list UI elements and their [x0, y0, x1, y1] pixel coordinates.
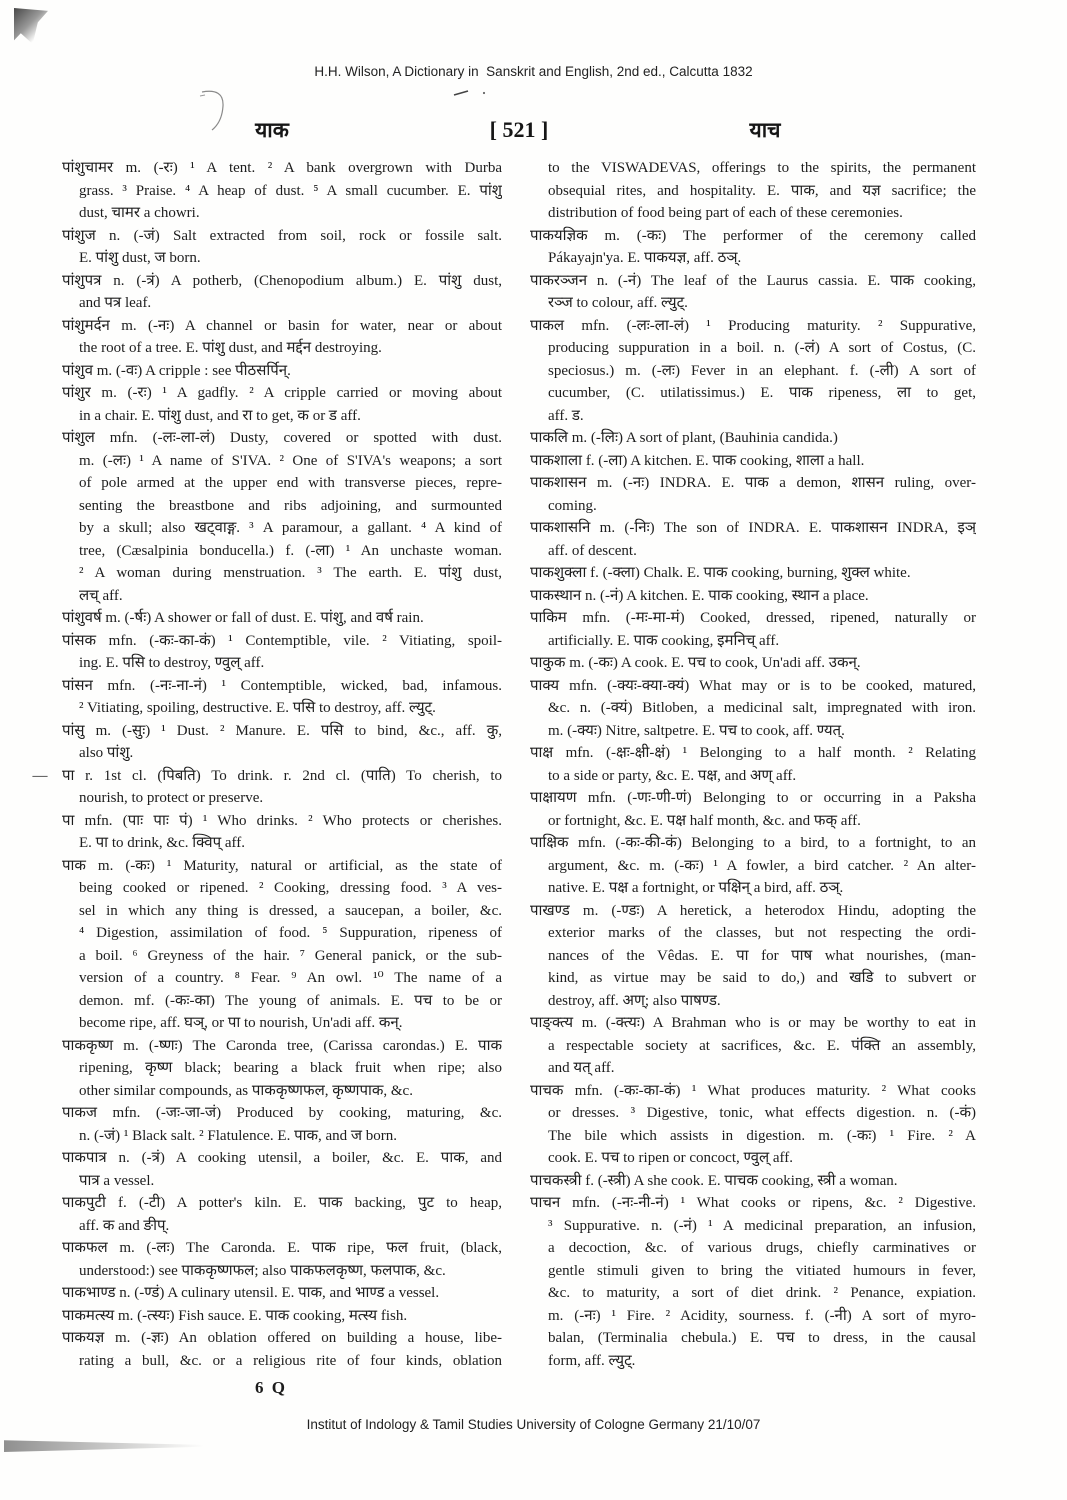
entry-headword-line: पांशुज n. (-जं) Salt extracted from soil, rock or fossile salt.	[62, 227, 502, 244]
entry-headword-line: पाकयज्ञिक m. (-कः) The performer of the ceremony called	[530, 227, 976, 244]
entry-headword-line: पा r. 1st cl. (पिबति) To drink. r. 2nd cl. (पाति) To cherish, to	[62, 767, 502, 784]
dictionary-entry	[62, 1192, 502, 1237]
entry-headword-line: पांसन mfn. (-नः-ना-नं) ¹ Contemptible, wicked, bad, infamous.	[62, 677, 502, 694]
entry-headword-line: पांशुवर्ष m. (-र्षः) A shower or fall of dust. E. पांशु, and वर्ष rain.	[62, 610, 424, 626]
entry-text-line: balan, (Terminalia chebula.) E. पच to dress, in the causal	[548, 1330, 976, 1346]
entry-text-line: ripening, कृष्ण black; bearing a black fruit when ripe; also	[79, 1060, 502, 1076]
entry-text-line: &c. to maturity, a sort of diet drink. ² Penance, expiation.	[548, 1285, 976, 1301]
dictionary-entry	[32, 765, 502, 810]
entry-headword-line: पाकयज्ञ m. (-ज्ञः) An oblation offered on building a house, libe-	[62, 1330, 502, 1346]
dictionary-entry	[530, 1080, 976, 1170]
entry-headword-line: पांसु m. (-सुः) ¹ Dust. ² Manure. E. पसि to bind, &c., aff. कु,	[62, 722, 502, 739]
entry-headword-line: पाकभाण्ड n. (-ण्डं) A culinary utensil. E. पाक, and भाण्ड a vessel.	[62, 1285, 440, 1301]
entry-headword-line: पाचकस्त्री f. (-स्त्री) A she cook. E. पाचक cooking, स्त्री a woman.	[530, 1172, 898, 1189]
entry-text-line: m. (-नः) ¹ Fire. ² Acidity, sourness. f. (-नी) A sort of myro-	[548, 1307, 976, 1324]
entry-headword-line: पाकपात्र n. (-त्रं) A cooking utensil, a boiler, &c. E. पाक, and	[62, 1150, 502, 1166]
entry-text-line: kind, as virtue may be said to do,) and खडि to subvert or	[548, 970, 976, 986]
entry-headword-line: पाकल mfn. (-लः-ला-लं) ¹ Producing maturity. ² Suppurative,	[530, 317, 976, 334]
dictionary-entry	[530, 450, 976, 473]
entry-headword-line: पाक्य mfn. (-क्यः-क्या-क्यं) What may or is to be cooked, matured,	[530, 677, 976, 694]
dictionary-entry	[62, 270, 502, 315]
entry-text-line: पात्र a vessel.	[79, 1172, 155, 1189]
entry-text-line: ing. E. पसि to destroy, ण्वुल् aff.	[79, 655, 265, 671]
dictionary-entry	[62, 157, 502, 225]
entry-text-line: understood:) see पाककृष्णफल; also पाकफलकृष्ण, फलपाक, &c.	[79, 1262, 446, 1279]
entry-headword-line: पाक्षायण mfn. (-णः-णी-णं) Belonging to or occurring in a Paksha	[530, 790, 976, 806]
entry-text-line: nances of the Vêdas. E. पा for पाष what nourishes, (man-	[548, 947, 976, 964]
dictionary-entry	[62, 810, 502, 855]
dictionary-entry	[62, 630, 502, 675]
dictionary-entry	[530, 315, 976, 428]
entry-headword-line: पा mfn. (पाः पाः पं) ¹ Who drinks. ² Who protects or cherishes.	[62, 812, 502, 829]
dictionary-entry	[530, 900, 976, 1013]
entry-text-line: other similar compounds, as पाककृष्णफल, कृष्णपाक, &c.	[79, 1082, 413, 1099]
entry-text-line: a boil. ⁶ Greyness of the hair. ⁷ General panick, or the sub-	[79, 947, 502, 964]
entry-headword-line: पाकशासनि m. (-निः) The son of INDRA. E. पाकशासन INDRA, इञ्	[530, 520, 976, 536]
dictionary-entry	[62, 1147, 502, 1192]
entry-text-line: being cooked or ripened. ² Cooking, dressing food. ³ A ves-	[79, 880, 502, 896]
entry-headword-line: पाककृष्ण m. (-ष्णः) The Caronda tree, (Carissa carondas.) E. पाक	[62, 1037, 502, 1054]
running-head-right: याच	[749, 118, 781, 142]
entry-text-line: sel in which any thing is dressed, a saucepan, a boiler, &c.	[79, 902, 502, 919]
dictionary-entry	[530, 787, 976, 832]
entry-headword-line: पाकशुक्ला f. (-क्ला) Chalk. E. पाक cooking, burning, शुक्ल white.	[530, 565, 911, 581]
entry-text-line: native. E. पक्ष a fortnight, or पक्षिन् a bird, aff. ठञ्.	[548, 880, 844, 896]
dictionary-entry	[530, 1012, 976, 1080]
entry-text-line: producing suppuration in a boil. n. (-लं) A sort of Costus, (C.	[548, 340, 976, 356]
entry-text-line: लच् aff.	[79, 587, 123, 604]
entry-text-line: रञ्ज to colour, aff. ल्युट्.	[548, 295, 688, 311]
entry-text-line: version of a country. ⁸ Fear. ⁹ An owl. ¹⁰ The name of a	[79, 970, 502, 986]
margin-mark: —	[32, 767, 48, 784]
entry-text-line: of pole armed at the upper end with transverse pieces, repre-	[79, 475, 502, 491]
entry-text-line: ² A woman during menstruation. ³ The earth. E. पांशु dust,	[79, 565, 502, 581]
entry-headword-line: पाङ्क्त्य m. (-क्त्यः) A Brahman who is or may be worthy to eat in	[530, 1015, 976, 1031]
dictionary-entry	[62, 675, 502, 720]
entry-text-line: ⁴ Digestion, assimilation of food. ⁵ Suppuration, ripeness of	[79, 925, 502, 941]
entry-text-line: distribution of food being part of each of these ceremonies.	[548, 205, 903, 221]
digitization-credit: Institut of Indology & Tamil Studies University of Cologne Germany 21/10/07	[306, 1417, 761, 1432]
entry-headword-line: पाक्ष mfn. (-क्षः-क्षी-क्षं) ¹ Belonging to a half month. ² Relating	[530, 745, 976, 761]
dictionary-entry	[62, 427, 502, 607]
entry-headword-line: पांशुल mfn. (-लः-ला-लं) Dusty, covered or spotted with dust.	[62, 430, 502, 446]
dictionary-entry	[62, 855, 502, 1035]
entry-text-line: obsequial rites, and hospitality. E. पाक, and यज्ञ sacrifice; the	[548, 182, 976, 199]
entry-text-line: a decoction, &c. of various drugs, chiefly carminatives or	[548, 1240, 976, 1256]
dictionary-entry	[62, 1305, 502, 1328]
dictionary-entry	[62, 225, 502, 270]
entry-text-line: or dresses. ³ Digestive, tonic, what effects digestion. n. (-कं)	[548, 1105, 976, 1121]
entry-headword-line: पाकशासन m. (-नः) INDRA. E. पाक a demon, शासन ruling, over-	[530, 475, 976, 491]
dictionary-entry	[62, 1282, 502, 1305]
entry-text-line: ³ Suppurative. n. (-नं) ¹ A medicinal preparation, an infusion,	[548, 1217, 976, 1234]
dictionary-entry	[530, 585, 976, 608]
entry-text-line: become ripe, aff. घञ्, or पा to nourish, Un'adi aff. कन्.	[79, 1015, 403, 1031]
entry-headword-line: पांशुपत्र n. (-त्रं) A potherb, (Chenopodium album.) E. पांशु dust,	[62, 272, 502, 289]
entry-text-line: coming.	[548, 497, 597, 514]
entry-text-line: the root of a tree. E. पांशु dust, and मर्द्दन destroying.	[79, 340, 382, 356]
scan-artifact	[452, 86, 492, 100]
dictionary-entry	[530, 1170, 976, 1193]
dictionary-entry	[62, 720, 502, 765]
scan-artifact	[14, 8, 48, 44]
entry-text-line: Pákayajn'ya. E. पाकयज्ञ, aff. ठञ्.	[548, 250, 742, 266]
entry-text-line: or fortnight, &c. E. पक्ष half month, &c. and फक् aff.	[548, 812, 861, 829]
entry-headword-line: पाकुक m. (-कः) A cook. E. पच to cook, Un'adi aff. उकन्.	[530, 655, 861, 671]
entry-text-line: rating a bull, &c. or a religious rite of four kinds, oblation	[79, 1352, 502, 1369]
dictionary-entry	[530, 1192, 976, 1372]
entry-text-line: a respectable society at sacrifices, &c. E. पंक्ति an assembly,	[548, 1037, 976, 1054]
entry-text-line: &c. n. (-क्यं) Bitloben, a medicinal salt, impregnated with iron.	[548, 700, 976, 716]
entry-text-line: ² Vitiating, spoiling, destructive. E. पसि to destroy, aff. ल्युट्.	[79, 700, 436, 716]
entry-text-line: senting the breastbone and ribs adjoining, and surmounted	[79, 497, 502, 514]
left-column	[32, 157, 502, 1372]
entry-headword-line: पांशुव m. (-वः) A cripple : see पीठसर्पिन्.	[62, 362, 291, 379]
entry-text-line: dust, चामर a chowri.	[79, 205, 200, 221]
entry-headword-line: पांशुमर्दन m. (-नः) A channel or basin for water, near or about	[62, 317, 502, 334]
printer-signature: 6 Q	[255, 1378, 287, 1397]
entry-text-line: m. (-लः) ¹ A name of S'IVA. ² One of S'IVA's weapons; a sort	[79, 452, 502, 469]
entry-headword-line: पांशुचामर m. (-रः) ¹ A tent. ² A bank overgrown with Durba	[62, 160, 502, 176]
entry-text-line: in a chair. E. पांशु dust, and रा to get, क or ड aff.	[79, 407, 361, 424]
entry-text-line: form, aff. ल्युट्.	[548, 1352, 636, 1369]
dictionary-entry	[530, 607, 976, 652]
dictionary-entry	[62, 1035, 502, 1103]
dictionary-entry	[530, 270, 976, 315]
entry-headword-line: पाकिम mfn. (-मः-मा-मं) Cooked, dressed, ripened, naturally or	[530, 610, 976, 626]
entry-text-line: E. पांशु dust, ज born.	[79, 250, 201, 266]
entry-headword-line: पाखण्ड m. (-ण्डः) A heretick, a heterodox Hindu, adopting the	[530, 902, 976, 919]
right-column	[530, 157, 976, 1372]
entry-headword-line: पाकमत्स्य m. (-त्स्यः) Fish sauce. E. पाक cooking, मत्स्य fish.	[62, 1307, 408, 1324]
entry-text-line: argument, &c. m. (-कः) ¹ A fowler, a bird catcher. ² An alter-	[548, 857, 976, 874]
entry-text-line: gentle stimuli given to bring the vitiated humours in fever,	[548, 1262, 976, 1279]
entry-headword-line: पाकपुटी f. (-टी) A potter's kiln. E. पाक backing, पुट to heap,	[62, 1195, 502, 1211]
entry-text-line: and पत्र leaf.	[79, 295, 152, 311]
entry-text-line: speciosus.) m. (-लः) Fever in an elephant. f. (-ली) A sort of	[548, 362, 976, 379]
entry-headword-line: पाकलि m. (-लिः) A sort of plant, (Bauhinia candida.)	[530, 430, 838, 446]
page-number: [ 521 ]	[489, 117, 549, 142]
entry-headword-line: पाक्षिक mfn. (-कः-की-कं) Belonging to a bird, to a fortnight, to an	[530, 835, 976, 851]
entry-headword-line: पाकरञ्जन n. (-नं) The leaf of the Laurus cassia. E. पाक cooking,	[530, 272, 976, 289]
entry-text-line: to the VISWADEVAS, offerings to the spirits, the permanent	[548, 160, 976, 176]
entry-text-line: m. (-क्यः) Nitre, saltpetre. E. पच to cook, aff. ण्यत्.	[548, 722, 845, 739]
dictionary-entry	[62, 1237, 502, 1282]
entry-headword-line: पाक m. (-कः) ¹ Maturity, natural or artificial, as the state of	[62, 857, 502, 874]
dictionary-entry	[62, 1327, 502, 1372]
scan-artifact	[196, 86, 236, 134]
dictionary-entry	[530, 517, 976, 562]
entry-headword-line: पांशुर m. (-रः) ¹ A gadfly. ² A cripple carried or moving about	[62, 385, 502, 401]
entry-headword-line: पांसक mfn. (-कः-का-कं) ¹ Contemptible, vile. ² Vitiating, spoil-	[62, 632, 502, 649]
entry-text-line: aff. क and ङीप्.	[79, 1217, 170, 1234]
entry-text-line: by a skull; also खट्वाङ्ग. ³ A paramour, a gallant. ⁴ A kind of	[79, 520, 502, 536]
dictionary-entry	[62, 315, 502, 360]
dictionary-entry	[530, 157, 976, 225]
dictionary-entry	[530, 562, 976, 585]
dictionary-entry	[530, 427, 976, 450]
entry-text-line: nourish, to protect or preserve.	[79, 790, 264, 806]
entry-text-line: The bile which assists in digestion. m. (-कः) ¹ Fire. ² A	[548, 1127, 976, 1144]
dictionary-entry	[530, 675, 976, 743]
dictionary-entry	[530, 472, 976, 517]
dictionary-entry	[62, 607, 502, 630]
dictionary-entry	[62, 1102, 502, 1147]
source-citation: H.H. Wilson, A Dictionary in Sanskrit and English, 2nd ed., Calcutta 1832	[314, 64, 753, 79]
scan-artifact	[4, 1439, 204, 1452]
entry-headword-line: पाचक mfn. (-कः-का-कं) ¹ What produces maturity. ² What cooks	[530, 1082, 976, 1099]
entry-headword-line: पाकज mfn. (-जः-जा-जं) Produced by cooking, maturing, &c.	[62, 1105, 502, 1121]
entry-text-line: artificially. E. पाक cooking, इमनिच् aff.	[548, 632, 780, 649]
entry-text-line: aff. of descent.	[548, 542, 637, 559]
dictionary-entry	[62, 360, 502, 383]
entry-headword-line: पाचन mfn. (-नः-नी-नं) ¹ What cooks or ripens, &c. ² Digestive.	[530, 1195, 976, 1211]
entry-headword-line: पाकफल m. (-लः) The Caronda. E. पाक ripe, फल fruit, (black,	[62, 1240, 502, 1256]
entry-headword-line: पाकशाला f. (-ला) A kitchen. E. पाक cooking, शाला a hall.	[530, 452, 865, 469]
entry-text-line: demon. mf. (-कः-का) The young of animals. E. पच to be or	[79, 992, 502, 1009]
entry-text-line: cucumber, (C. utilatissimus.) E. पाक ripeness, ला to get,	[548, 385, 976, 401]
entry-text-line: and यत् aff.	[548, 1060, 615, 1076]
entry-text-line: destroy, aff. अण्; also पाषण्ड.	[548, 992, 721, 1009]
entry-text-line: to a side or party, &c. E. पक्ष, and अण् aff.	[548, 767, 797, 784]
entry-headword-line: पाकस्थान n. (-नं) A kitchen. E. पाक cooking, स्थान a place.	[530, 587, 869, 604]
dictionary-entry	[530, 225, 976, 270]
dictionary-entry	[62, 382, 502, 427]
entry-text-line: cook. E. पच to ripen or concoct, ण्वुल् aff.	[548, 1150, 794, 1166]
entry-text-line: E. पा to drink, &c. क्विप् aff.	[79, 835, 246, 851]
entry-text-line: n. (-जं) ¹ Black salt. ² Flatulence. E. पाक, and ज born.	[79, 1127, 398, 1144]
dictionary-entry	[530, 652, 976, 675]
entry-text-line: tree, (Cæsalpinia bonducella.) f. (-ला) ¹ An unchaste woman.	[79, 542, 502, 559]
entry-text-line: aff. ड.	[548, 407, 584, 424]
dictionary-entry	[530, 742, 976, 787]
running-head-left: याक	[255, 118, 289, 142]
entry-text-line: also पांशु.	[79, 745, 134, 761]
dictionary-entry	[530, 832, 976, 900]
entry-text-line: grass. ³ Praise. ⁴ A heap of dust. ⁵ A small cucumber. E. पांशु	[79, 182, 502, 199]
entry-text-line: exterior marks of the classes, but not respecting the ordi-	[548, 925, 976, 941]
